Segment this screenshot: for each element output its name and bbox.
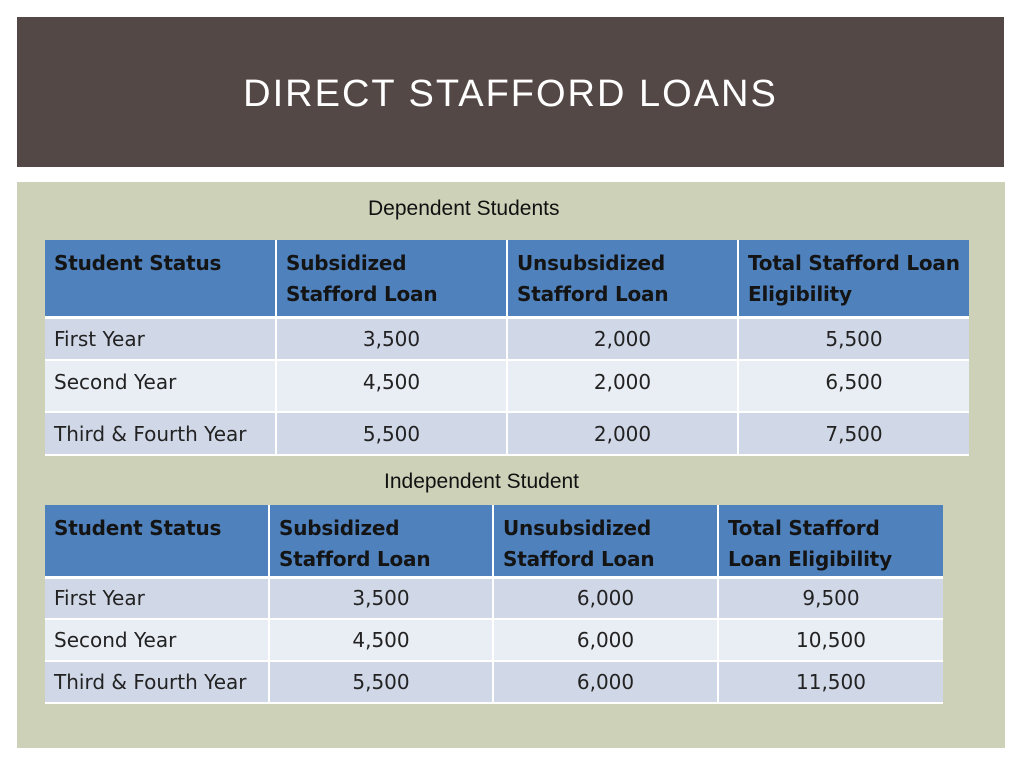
unsubsidized-amount-cell: 2,000 [507,412,738,455]
independent-student-heading: Independent Student [384,470,580,493]
content-panel [17,182,1005,748]
column-header: Total Stafford Loan Eligibility [718,505,943,577]
dependent-students-table [45,240,969,456]
independent-student-table [45,505,943,704]
student-status-cell: Third & Fourth Year [45,661,269,703]
unsubsidized-amount-cell: 2,000 [507,360,738,412]
table-row [45,577,943,619]
subsidized-amount-cell: 5,500 [269,661,493,703]
subsidized-amount-cell: 4,500 [269,619,493,661]
column-header: Unsubsidized Stafford Loan [493,505,718,577]
subsidized-amount-cell: 3,500 [269,577,493,619]
title-bar [17,17,1004,167]
student-status-cell: Second Year [45,360,276,412]
total-eligibility-cell: 11,500 [718,661,943,703]
column-header: Total Stafford Loan Eligibility [738,240,969,317]
table-header-row [45,240,969,317]
student-status-cell: First Year [45,577,269,619]
subsidized-amount-cell: 3,500 [276,317,507,360]
total-eligibility-cell: 6,500 [738,360,969,412]
slide-title: DIRECT STAFFORD LOANS [243,73,778,115]
total-eligibility-cell: 10,500 [718,619,943,661]
unsubsidized-amount-cell: 6,000 [493,619,718,661]
total-eligibility-cell: 9,500 [718,577,943,619]
unsubsidized-amount-cell: 6,000 [493,577,718,619]
student-status-cell: Second Year [45,619,269,661]
table-row [45,619,943,661]
unsubsidized-amount-cell: 2,000 [507,317,738,360]
student-status-cell: First Year [45,317,276,360]
table-row [45,661,943,703]
total-eligibility-cell: 5,500 [738,317,969,360]
subsidized-amount-cell: 5,500 [276,412,507,455]
column-header: Student Status [45,505,269,577]
column-header: Student Status [45,240,276,317]
student-status-cell: Third & Fourth Year [45,412,276,455]
table-header-row [45,505,943,577]
table-row [45,360,969,412]
table-row [45,412,969,455]
column-header: Subsidized Stafford Loan [276,240,507,317]
table-row [45,317,969,360]
dependent-students-heading: Dependent Students [368,197,560,220]
total-eligibility-cell: 7,500 [738,412,969,455]
column-header: Subsidized Stafford Loan [269,505,493,577]
column-header: Unsubsidized Stafford Loan [507,240,738,317]
unsubsidized-amount-cell: 6,000 [493,661,718,703]
subsidized-amount-cell: 4,500 [276,360,507,412]
